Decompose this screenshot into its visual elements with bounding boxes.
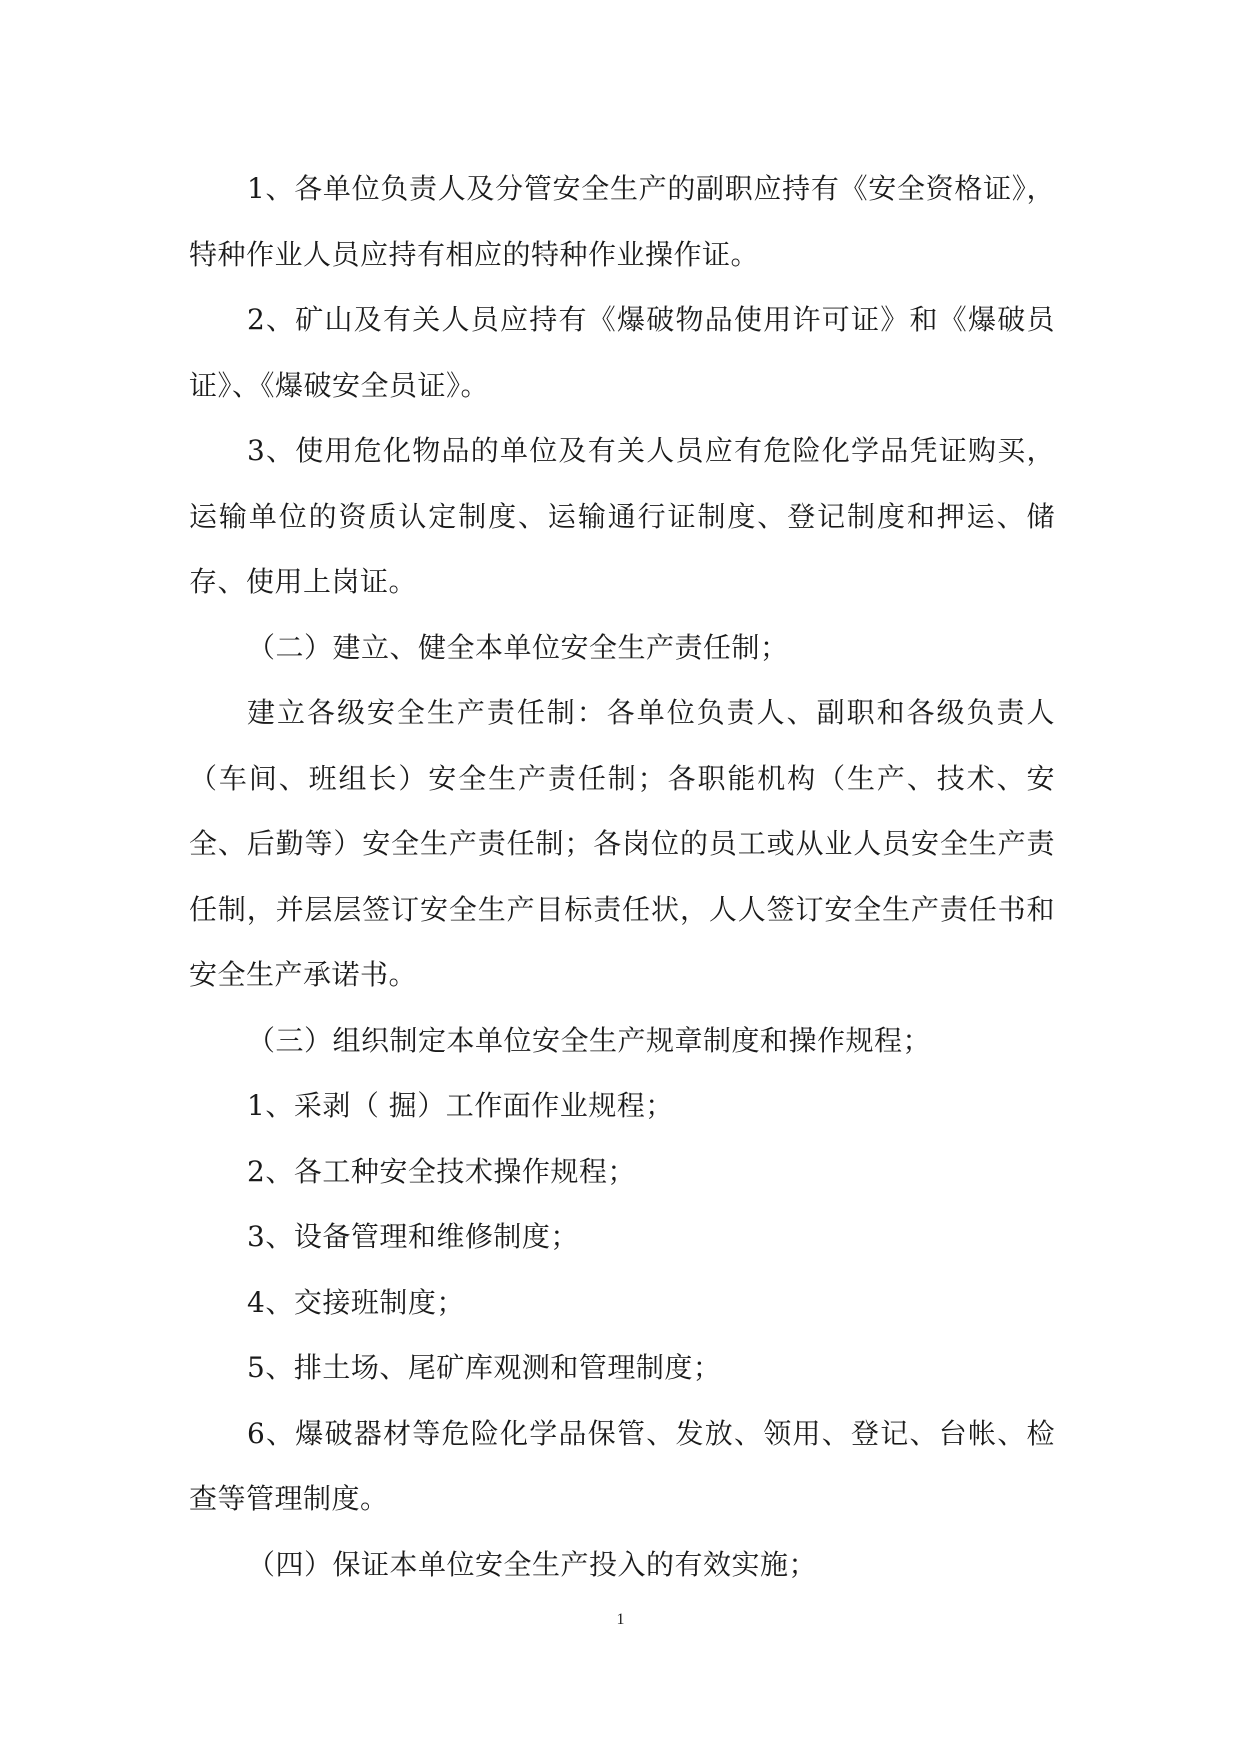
paragraph-responsibility: 建立各级安全生产责任制：各单位负责人、副职和各级负责人（车间、班组长）安全生产责任制；各职能机构（生产、技术、安全、后勤等）安全生产责任制；各岗位的员工或从业人员安全生产责任制，并层层签订安全生产目标责任状，人人签订安全生产责任书和安全生产承诺书。 <box>189 696 1055 991</box>
paragraph-1: 1、各单位负责人及分管安全生产的副职应持有《安全资格证》，特种作业人员应持有相应的特种作业操作证。 <box>189 172 1055 271</box>
list-item-3: 3、设备管理和维修制度； <box>247 1220 579 1253</box>
list-item-1: 1、采剥（ 掘）工作面作业规程； <box>247 1089 674 1122</box>
paragraph-2: 2、矿山及有关人员应持有《爆破物品使用许可证》和《爆破员证》、《爆破安全员证》。 <box>189 303 1055 402</box>
section-heading-3: （三）组织制定本单位安全生产规章制度和操作规程； <box>247 1023 932 1057</box>
list-item-5: 5、排土场、尾矿库观测和管理制度； <box>247 1351 722 1384</box>
list-item-4: 4、交接班制度； <box>247 1285 465 1319</box>
page-number: 1 <box>616 1611 625 1628</box>
section-heading-2: （二）建立、健全本单位安全生产责任制； <box>247 630 789 664</box>
list-item-2: 2、各工种安全技术操作规程； <box>247 1154 636 1188</box>
document-body <box>189 156 1055 1597</box>
paragraph-3: 3、使用危化物品的单位及有关人员应有危险化学品凭证购买，运输单位的资质认定制度、运输通行证制度、登记制度和押运、储存、使用上岗证。 <box>189 434 1055 598</box>
list-item-6: 6、爆破器材等危险化学品保管、发放、领用、登记、台帐、检查等管理制度。 <box>189 1416 1055 1515</box>
section-heading-4: （四）保证本单位安全生产投入的有效实施； <box>247 1547 818 1581</box>
